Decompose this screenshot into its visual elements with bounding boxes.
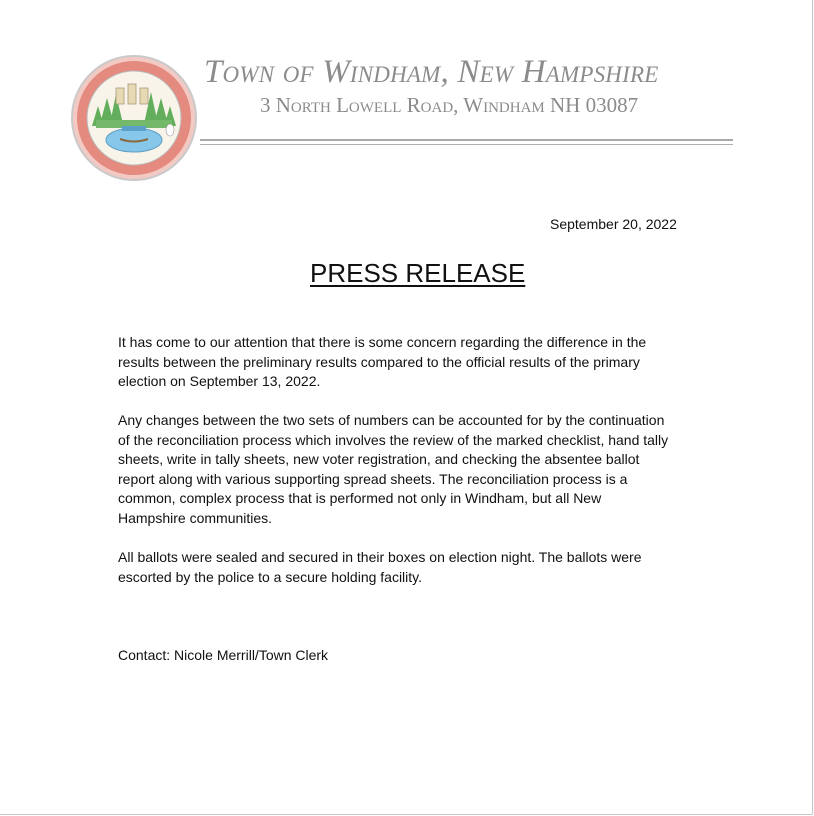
release-date: September 20, 2022 bbox=[550, 216, 677, 232]
paragraph-3: All ballots were sealed and secured in their boxes on election night. The ballots were escorted by the police to a secure holding facility. bbox=[118, 549, 642, 585]
town-seal-logo bbox=[70, 54, 198, 182]
town-address: 3 North Lowell Road, Windham NH 03087 bbox=[260, 93, 639, 117]
contact-line: Contact: Nicole Merrill/Town Clerk bbox=[118, 647, 329, 663]
paragraph-2: Any changes between the two sets of numbers can be accounted for by the continuation of the reconciliation process which involves the review of the marked checklist, hand tally sheets, write in tally sheets, new voter registration, and checking the absentee ballot report along with various supporting spread sheets. The reconciliation process is a common, complex process that is performed not only in Windham, but all New Hampshire communities. bbox=[118, 412, 669, 526]
header-divider-thin bbox=[200, 144, 733, 145]
paragraph-1: It has come to our attention that there is some concern regarding the difference in the results between the preliminary results compared to the official results of the primary election on September 13, 2022. bbox=[118, 334, 647, 389]
page-title: PRESS RELEASE bbox=[310, 258, 526, 288]
header-divider bbox=[200, 139, 733, 141]
town-name: Town of Windham, New Hampshire bbox=[204, 54, 659, 90]
